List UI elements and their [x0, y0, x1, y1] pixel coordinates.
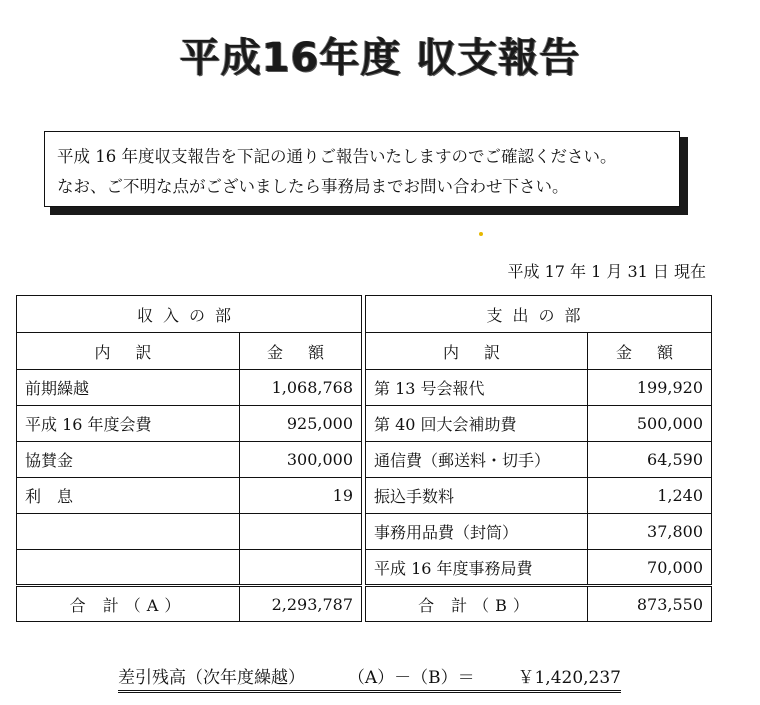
- table-row: [17, 550, 712, 586]
- expense-item: 振込手数料: [366, 478, 588, 514]
- expense-total-label: 合 計（B）: [366, 586, 588, 622]
- page-title: 平成16年度 収支報告: [179, 35, 581, 81]
- table-row: [17, 478, 712, 514]
- income-total-label: 合 計（A）: [17, 586, 240, 622]
- total-row: [17, 586, 712, 622]
- expense-item: 通信費（郵送料・切手）: [366, 442, 588, 478]
- expense-item: 平成 16 年度事務局費: [366, 550, 588, 586]
- balance-table: [16, 295, 712, 622]
- income-col-item: 内 訳: [17, 333, 240, 370]
- notice-box: [44, 131, 680, 207]
- income-item: 協賛金: [17, 442, 240, 478]
- income-header: 収入の部: [17, 296, 362, 333]
- expense-header: 支出の部: [366, 296, 712, 333]
- balance-formula: （A）－（B）＝: [347, 668, 475, 688]
- income-amount: [240, 514, 362, 550]
- expense-item: 第 13 号会報代: [366, 370, 588, 406]
- expense-col-amount: 金 額: [588, 333, 712, 370]
- expense-amount: 500,000: [588, 406, 712, 442]
- expense-total: 873,550: [588, 586, 712, 622]
- notice-line-1: 平成 16 年度収支報告を下記の通りご報告いたしますのでご確認ください。: [57, 147, 617, 166]
- income-item: 平成 16 年度会費: [17, 406, 240, 442]
- expense-amount: 64,590: [588, 442, 712, 478]
- expense-item: 事務用品費（封筒）: [366, 514, 588, 550]
- income-amount: 1,068,768: [240, 370, 362, 406]
- balance-amount: ￥1,420,237: [517, 668, 621, 688]
- expense-amount: 37,800: [588, 514, 712, 550]
- income-amount: [240, 550, 362, 586]
- income-amount: 19: [240, 478, 362, 514]
- income-amount: 925,000: [240, 406, 362, 442]
- balance-line: [118, 663, 621, 693]
- income-item: [17, 550, 240, 586]
- income-amount: 300,000: [240, 442, 362, 478]
- expense-amount: 1,240: [588, 478, 712, 514]
- table-row: [17, 370, 712, 406]
- notice-line-2: なお、ご不明な点がございましたら事務局までお問い合わせ下さい。: [57, 177, 569, 196]
- expense-col-item: 内 訳: [366, 333, 588, 370]
- expense-item: 第 40 回大会補助費: [366, 406, 588, 442]
- income-total: 2,293,787: [240, 586, 362, 622]
- expense-amount: 199,920: [588, 370, 712, 406]
- balance-label: 差引残高（次年度繰越）: [118, 668, 305, 688]
- table-row: [17, 514, 712, 550]
- report-date: 平成 17 年 1 月 31 日 現在: [507, 262, 706, 281]
- income-item: 前期繰越: [17, 370, 240, 406]
- expense-amount: 70,000: [588, 550, 712, 586]
- income-item: [17, 514, 240, 550]
- table-row: [17, 442, 712, 478]
- income-item: 利 息: [17, 478, 240, 514]
- table-row: [17, 406, 712, 442]
- stray-dot: [479, 232, 483, 236]
- income-col-amount: 金 額: [240, 333, 362, 370]
